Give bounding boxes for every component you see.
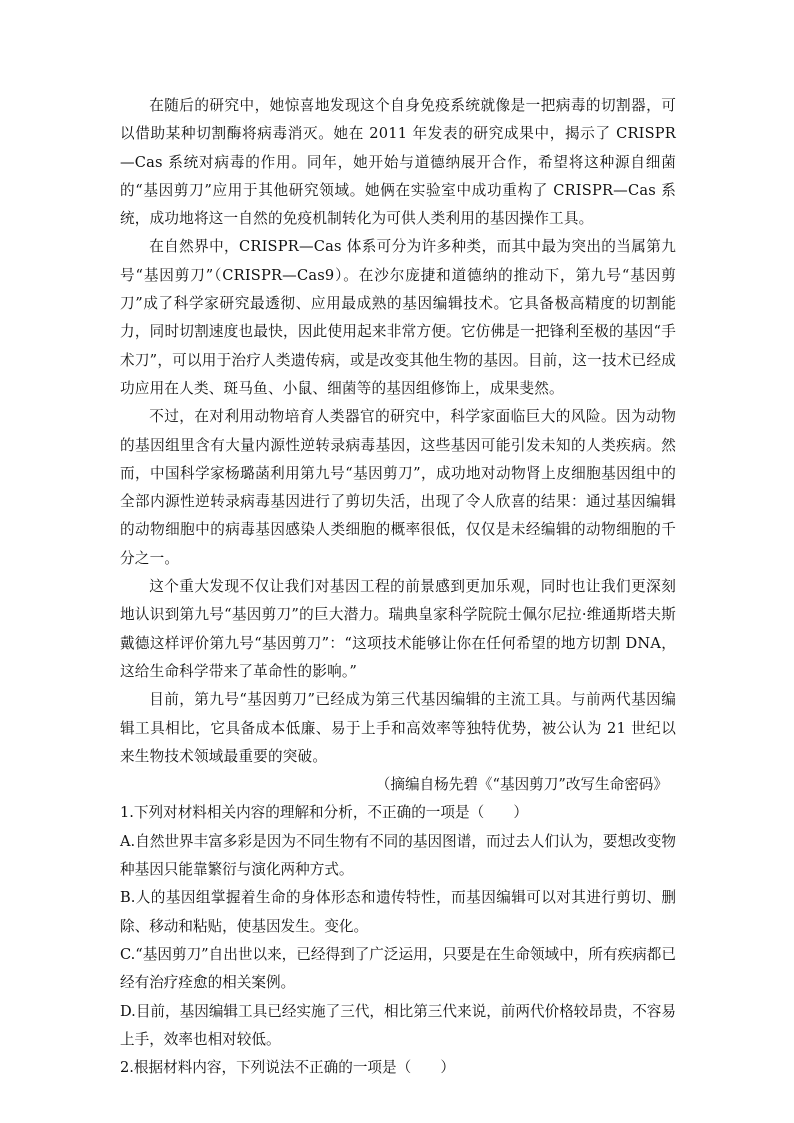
- article-body: [120, 92, 676, 799]
- question-2: [120, 1054, 676, 1082]
- article-paragraph-4: 这个重大发现不仅让我们对基因工程的前景感到更加乐观，同时也让我们更深刻地认识到第九号“基因剪刀”的巨大潜力。瑞典皇家科学院院士佩尔尼拉·维通斯塔夫斯戴德这样评价第九号“基因剪刀”：“这项技术能够让你在任何希望的地方切割 DNA，这给生命科学带来了革命性的影响。”: [120, 578, 676, 680]
- article-paragraph-2: 在自然界中，CRISPR—Cas 体系可分为许多种类，而其中最为突出的当属第九号“基因剪刀”（CRISPR—Cas9）。在沙尔庞捷和道德纳的推动下，第九号“基因剪刀”成了科学家研究最透彻、应用最成熟的基因编辑技术。它具备极高精度的切割能力，同时切割速度也最快，因此使用起来非常方便。它仿佛是一把锋利至极的基因“手术刀”，可以用于治疗人类遗传病，或是改变其他生物的基因。目前，这一技术已经成功应用在人类、斑马鱼、小鼠、细菌等的基因组修饰上，成果斐然。: [120, 238, 676, 397]
- article-source: （摘编自杨先碧《“基因剪刀”改写生命密码》: [375, 776, 668, 794]
- article-paragraph-3: 不过，在对利用动物培育人类器官的研究中，科学家面临巨大的风险。因为动物的基因组里含有大量内源性逆转录病毒基因，这些基因可能引发未知的人类疾病。然而，中国科学家杨璐菡利用第九号“基因剪刀”，成功地对动物肾上皮细胞基因组中的全部内源性逆转录病毒基因进行了剪切失活，出现了令人欣喜的结果：通过基因编辑的动物细胞中的病毒基因感染人类细胞的概率很低，仅仅是未经编辑的动物细胞的千分之一。: [120, 408, 676, 567]
- question-1-option-d[interactable]: D.目前，基因编辑工具已经实施了三代，相比第三代来说，前两代价格较昂贵，不容易上手，效率也相对较低。: [120, 1002, 676, 1048]
- question-1-option-c[interactable]: C.“基因剪刀”自出世以来，已经得到了广泛运用，只要是在生命领域中，所有疾病都已经有治疗痊愈的相关案例。: [120, 945, 676, 992]
- question-2-stem: 2.根据材料内容，下列说法不正确的一项是（ ）: [120, 1059, 455, 1077]
- document-page: [120, 92, 676, 1082]
- article-paragraph-1: 在随后的研究中，她惊喜地发现这个自身免疫系统就像是一把病毒的切割器，可以借助某种切割酶将病毒消灭。她在 2011 年发表的研究成果中，揭示了 CRISPR—Cas 系统对病毒的作用。同年，她开始与道德纳展开合作，希望将这种源自细菌的“基因剪刀”应用于其他研究领域。她俩在实验室中成功重构了 CRISPR—Cas 系统，成功地将这一自然的免疫机制转化为可供人类利用的基因操作工具。: [120, 97, 676, 228]
- question-1-option-a[interactable]: A.自然世界丰富多彩是因为不同生物有不同的基因图谱，而过去人们认为，要想改变物种基因只能靠繁衍与演化两种方式。: [120, 832, 676, 879]
- article-paragraph-5: 目前，第九号“基因剪刀”已经成为第三代基因编辑的主流工具。与前两代基因编辑工具相比，它具备成本低廉、易于上手和高效率等独特优势，被公认为 21 世纪以来生物技术领域最重要的突破。: [120, 691, 676, 765]
- question-1-option-b[interactable]: B.人的基因组掌握着生命的身体形态和遗传特性，而基因编辑可以对其进行剪切、删除、移动和粘贴，使基因发生。变化。: [120, 889, 676, 935]
- question-1-stem: 1.下列对材料相关内容的理解和分析，不正确的一项是（ ）: [120, 804, 528, 822]
- question-1: [120, 799, 676, 1054]
